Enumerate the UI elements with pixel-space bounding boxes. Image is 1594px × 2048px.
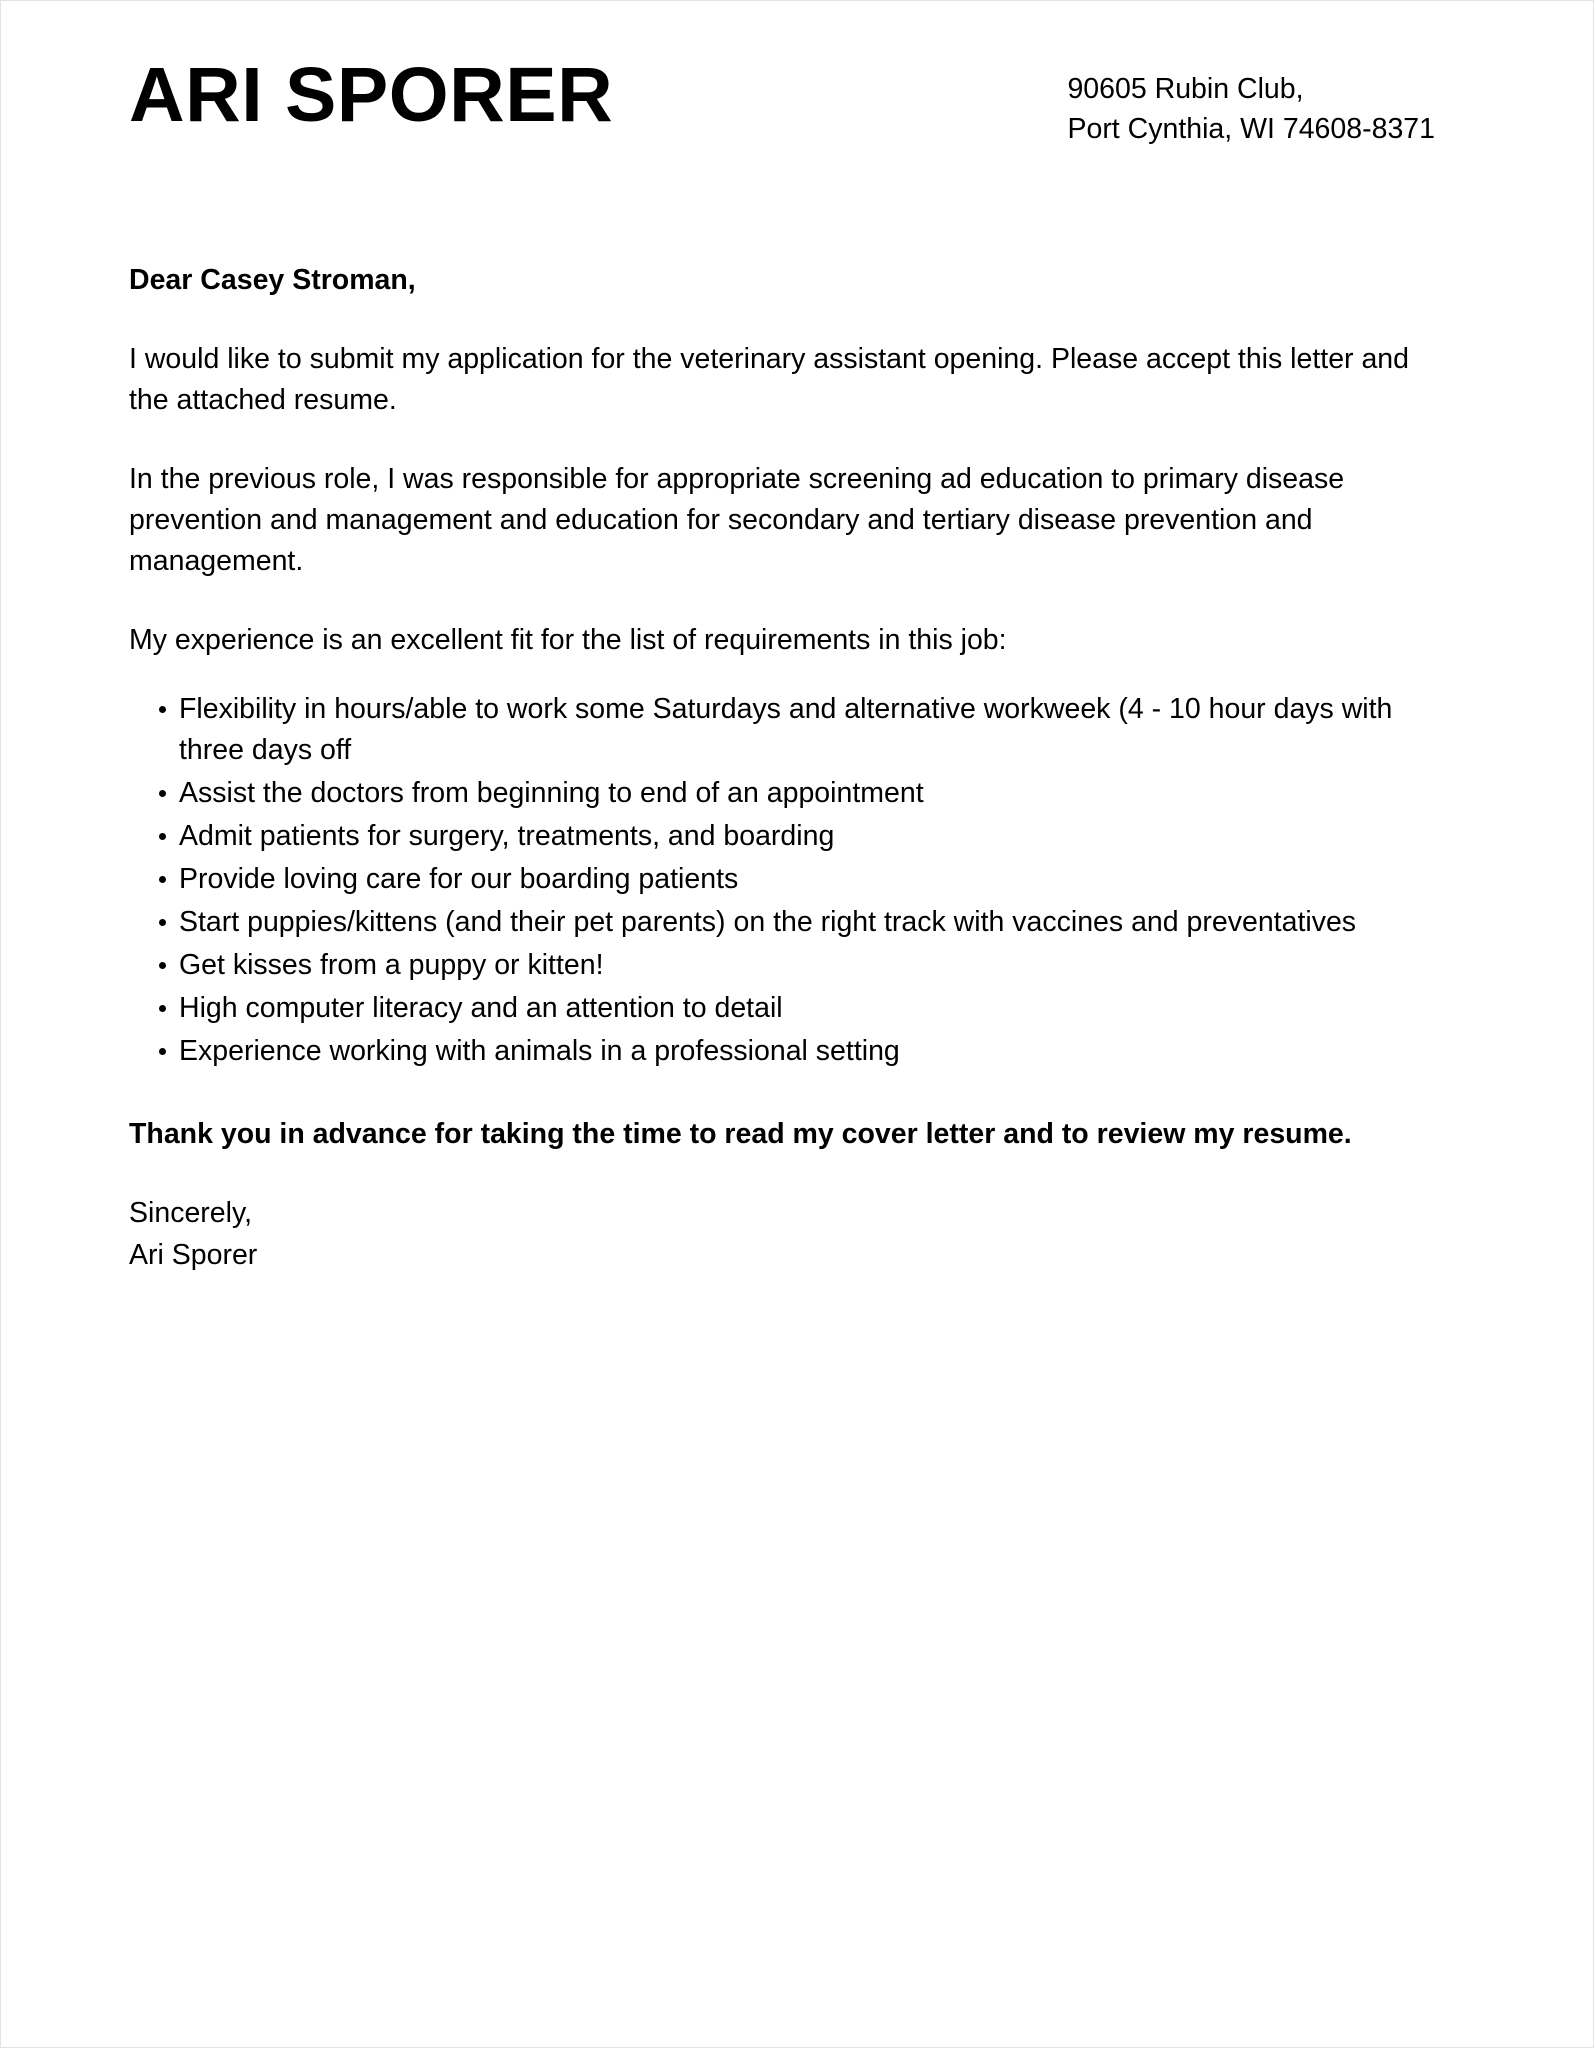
letter-header (129, 1, 1441, 150)
return-address-block (1067, 55, 1441, 150)
address-line-1: 90605 Rubin Club, (1067, 73, 1304, 105)
paragraph-experience: In the previous role, I was responsible for appropriate screening ad education to primary disease prevention and management and education for secondary and tertiary disease prevention and management. (129, 463, 1345, 578)
paragraph-requirements-lead: My experience is an excellent fit for the list of requirements in this job: (129, 624, 1007, 657)
list-item: Experience working with animals in a professional setting (129, 1031, 1441, 1072)
applicant-name: ARI SPORER (129, 52, 614, 138)
address-line-2: Port Cynthia, WI 74608-8371 (1067, 113, 1435, 146)
salutation: Dear Casey Stroman, (129, 263, 416, 296)
paragraph-intro: I would like to submit my application for the veterinary assistant opening. Please accept this letter and the attached resume. (129, 342, 1410, 416)
letter-body (129, 260, 1441, 1276)
sign-off: Sincerely, (129, 1197, 253, 1230)
closing-statement: Thank you in advance for taking the time to read my cover letter and to review my resume. (129, 1118, 1352, 1151)
list-item: Admit patients for surgery, treatments, and boarding (129, 816, 1441, 857)
list-item: High computer literacy and an attention to detail (129, 988, 1441, 1029)
list-item: Get kisses from a puppy or kitten! (129, 945, 1441, 986)
signature-block (129, 1193, 1441, 1275)
list-item: Assist the doctors from beginning to end of an appointment (129, 773, 1441, 814)
signature-name: Ari Sporer (129, 1238, 258, 1271)
list-item: Flexibility in hours/able to work some Saturdays and alternative workweek (4 - 10 hour days with three days off (129, 689, 1441, 771)
applicant-name-block (129, 52, 614, 138)
requirements-list (129, 689, 1441, 1072)
list-item: Start puppies/kittens (and their pet parents) on the right track with vaccines and preventatives (129, 902, 1441, 943)
list-item: Provide loving care for our boarding patients (129, 859, 1441, 900)
letter-sheet (129, 1, 1441, 1276)
